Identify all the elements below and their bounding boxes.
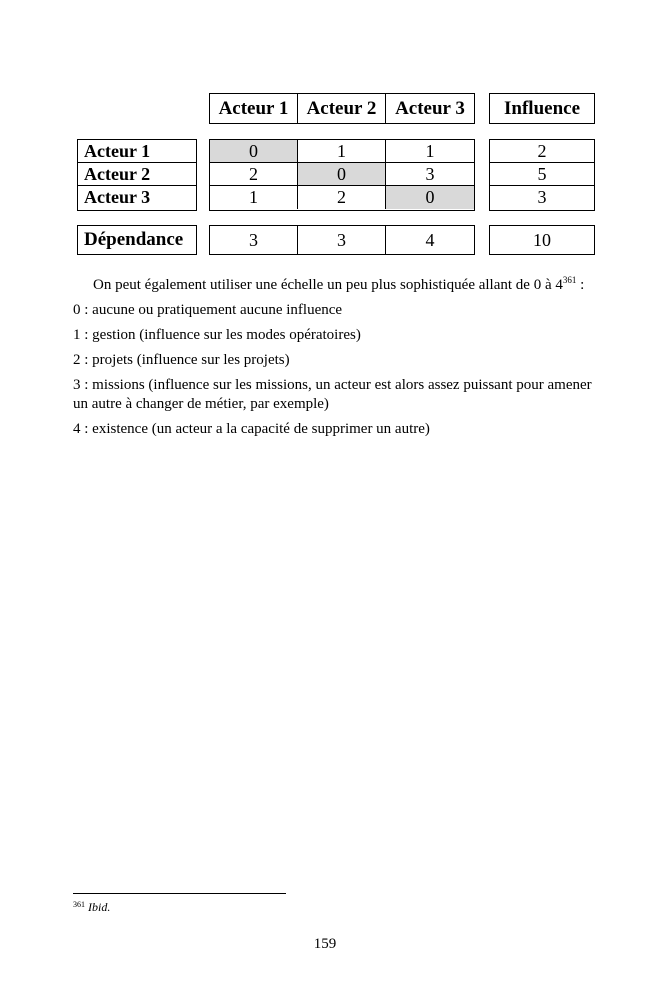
matrix-row [210, 140, 474, 163]
column-header-acteur-3: Acteur 3 [395, 97, 465, 119]
row-label-acteur-1: Acteur 1 [78, 140, 196, 163]
matrix-cell: 1 [425, 140, 435, 161]
matrix-row [210, 163, 474, 186]
influence-header-box [489, 93, 595, 124]
scale-item: 4 : existence (un acteur a la capacité de supprimer un autre) [73, 421, 430, 437]
page-number: 159 [313, 936, 337, 952]
footnote-separator [73, 893, 286, 894]
footnote-reference: 361 [562, 275, 577, 285]
dependance-label: Dépendance [84, 229, 184, 250]
influence-header: Influence [504, 97, 580, 119]
dependance-label-box [77, 225, 197, 255]
matrix-cell: 3 [425, 163, 435, 184]
dependance-total: 10 [533, 229, 551, 250]
matrix-row [210, 186, 474, 209]
dependance-value: 3 [298, 226, 386, 254]
column-header-acteur-2: Acteur 2 [298, 94, 386, 123]
matrix-cell: 1 [210, 186, 298, 209]
row-label-acteur-2: Acteur 2 [78, 163, 196, 186]
matrix-box [209, 139, 475, 211]
intro-paragraph [73, 276, 593, 295]
influence-value: 3 [537, 187, 547, 207]
influence-value: 5 [490, 163, 594, 186]
matrix-cell: 1 [298, 140, 386, 162]
influence-box [489, 139, 595, 211]
matrix-cell: 0 [298, 163, 386, 185]
column-header-acteur-1: Acteur 1 [210, 94, 298, 123]
matrix-cell: 0 [386, 186, 474, 209]
scale-item: 0 : aucune ou pratiquement aucune influence [73, 302, 343, 318]
row-label-acteur-3: Acteur 3 [84, 187, 151, 207]
scale-item: 3 : missions (influence sur les missions, un acteur est alors assez puissant pour amener un autre à changer de métier, par exemple) [73, 377, 592, 412]
intro-colon: : [576, 277, 585, 293]
matrix-cell: 2 [298, 186, 386, 209]
dependance-value: 4 [425, 229, 435, 250]
intro-text: On peut également utiliser une échelle un peu plus sophistiquée allant de 0 à 4 [93, 277, 563, 293]
dependance-box [209, 225, 475, 255]
dependance-row [210, 226, 474, 254]
dependance-total-box [489, 225, 595, 255]
matrix-cell: 0 [210, 140, 298, 162]
body-text [73, 276, 593, 445]
influence-value: 2 [490, 140, 594, 163]
dependance-value: 3 [210, 226, 298, 254]
row-labels-box [77, 139, 197, 211]
column-header-box [209, 93, 475, 124]
scale-item: 1 : gestion (influence sur les modes opératoires) [73, 327, 361, 343]
footnote [73, 900, 110, 915]
footnote-number: 361 [73, 900, 85, 909]
matrix-cell: 2 [210, 163, 298, 185]
footnote-text: Ibid. [88, 900, 111, 914]
scale-item: 2 : projets (influence sur les projets) [73, 352, 290, 368]
